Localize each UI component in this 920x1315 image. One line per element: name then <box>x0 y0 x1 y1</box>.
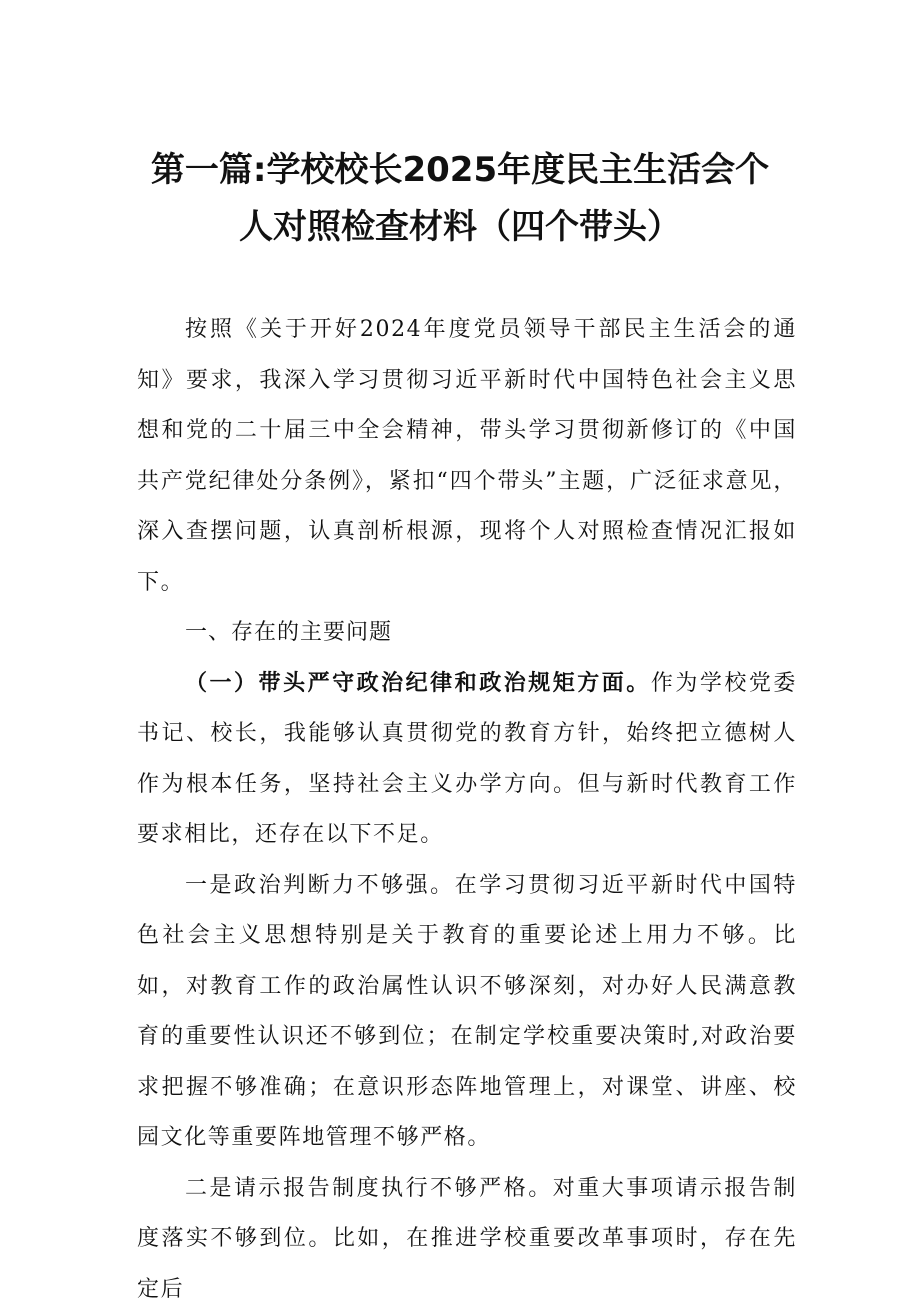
point-one-lead: 一是 <box>185 873 234 898</box>
section-heading-main-problems: 一、存在的主要问题 <box>137 608 797 659</box>
point-one-text: 政治判断力不够强。在学习贯彻习近平新时代中国特色社会主义思想特别是关于教育的重要论述上用力不够。比如，对教育工作的政治属性认识不够深刻，对办好人民满意教育的重要性认识还不够到位；在制定学校重要决策时,对政治要求把握不够准确；在意识形态阵地管理上，对课堂、讲座、校园文化等重要阵地管理不够严格。 <box>137 873 797 1151</box>
point-two-paragraph: 二是请示报告制度执行不够严格。对重大事项请示报告制度落实不够到位。比如，在推进学校重要改革事项时，存在先定后 <box>137 1164 797 1315</box>
intro-paragraph: 按照《关于开好2024年度党员领导干部民主生活会的通知》要求，我深入学习贯彻习近平新时代中国特色社会主义思想和党的二十届三中全会精神，带头学习贯彻新修订的《中国共产党纪律处分条例》，紧扣“四个带头”主题，广泛征求意见，深入查摆问题，认真剖析根源，现将个人对照检查情况汇报如下。 <box>137 305 797 608</box>
subsection-political-discipline <box>137 659 797 861</box>
document-title-line-1: 第一篇:学校校长2025年度民主生活会个 <box>0 150 920 190</box>
document-title-line-2: 人对照检查材料（四个带头） <box>0 207 920 247</box>
point-one-paragraph <box>137 861 797 1164</box>
subsection-lead: （一）带头严守政治纪律和政治规矩方面。 <box>185 671 651 696</box>
document-body <box>137 305 797 1315</box>
subsection-text: 作为学校党委书记、校长，我能够认真贯彻党的教育方针，始终把立德树人作为根本任务，坚持社会主义办学方向。但与新时代教育工作要求相比，还存在以下不足。 <box>137 671 797 848</box>
